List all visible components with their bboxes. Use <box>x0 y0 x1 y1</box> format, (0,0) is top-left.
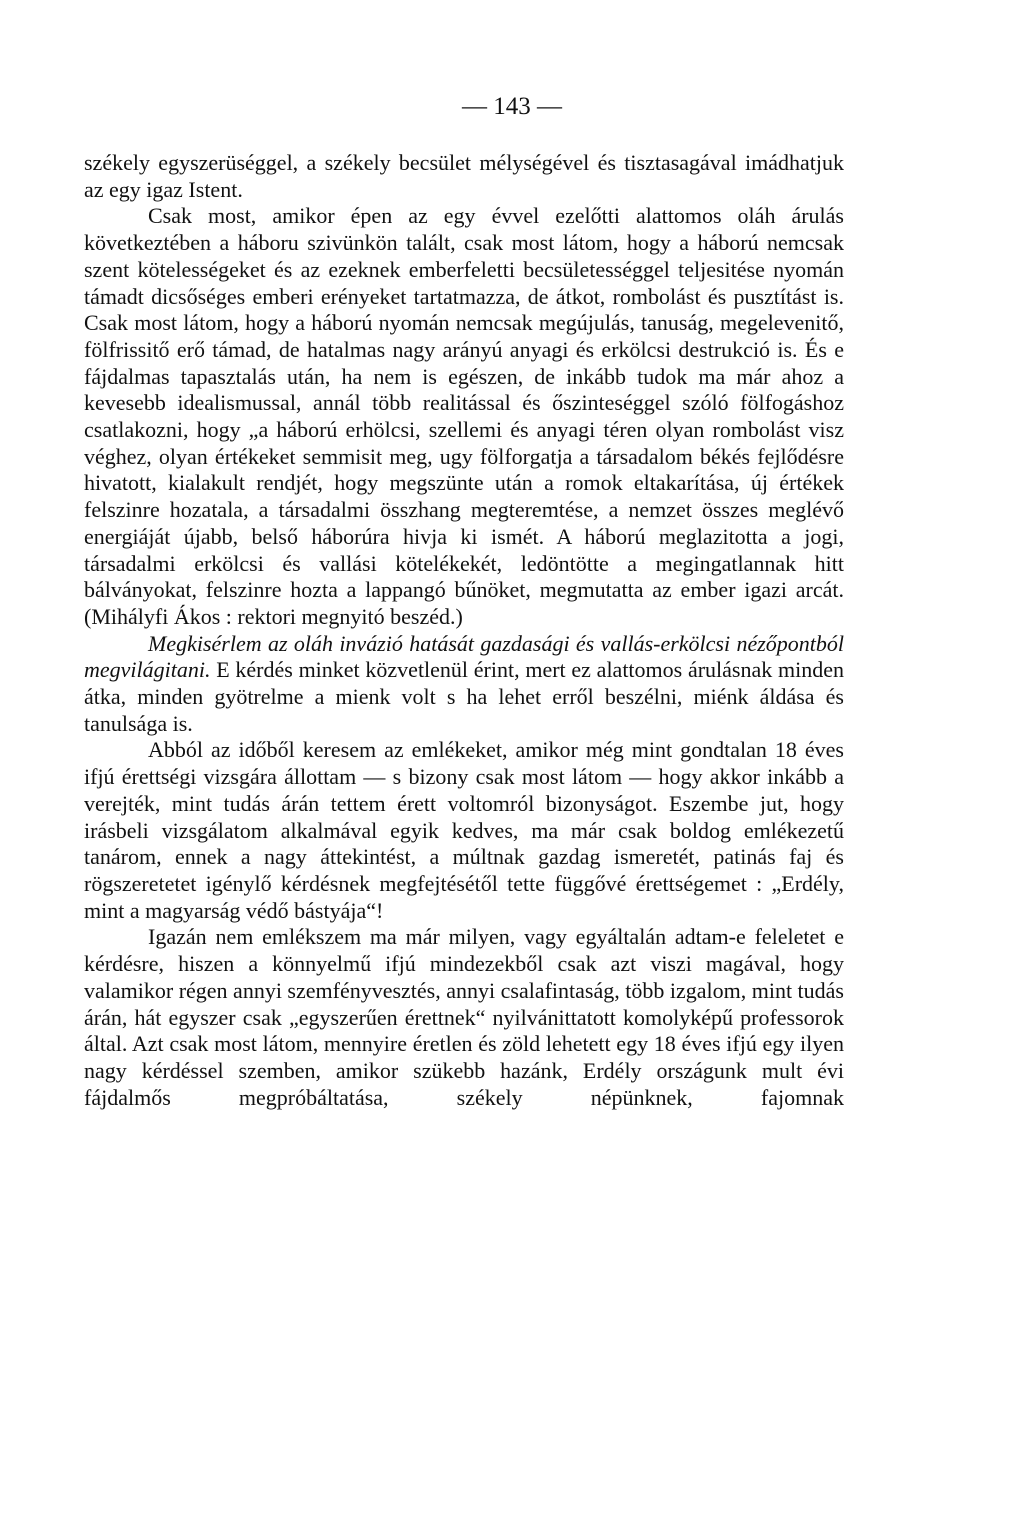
paragraph-4: Abból az időből keresem az emlékeket, amikor még mint gondtalan 18 éves ifjú érettségi vizsgára állottam — s bizony csak most látom — hogy akkor inkább a verejték, mint tudás árán tettem érett voltomról bizonyságot. Eszembe jut, hogy irásbeli vizsgálatom alkalmával egyik kedves, ma már csak boldog emlékezetű tanárom, ennek a nagy áttekintést, a múltnak gazdag ismeretét, patinás faj és rögszeretetet igénylő kérdésnek megfejtésétől tette függővé érettségemet : „Erdély, mint a magyarság védő bástyája“! <box>84 737 844 923</box>
body-text <box>84 150 844 1111</box>
paragraph-3 <box>84 631 844 738</box>
paragraph-3-italic: Megkisérlem az oláh invázió hatását gazdasági és vallás-erkölcsi nézőpontból megvilágitani. <box>84 630 844 683</box>
paragraph-5: Igazán nem emlékszem ma már milyen, vagy egyáltalán adtam-e feleletet e kérdésre, hiszen a könnyelmű ifjú mindezekből csak azt viszi magával, hogy valamikor régen annyi szemfényvesztés, annyi csalafintaság, több izgalom, mint tudás árán, hát egyszer csak „egyszerűen érettnek“ nyilvánittatott komolyképű professorok által. Azt csak most látom, mennyire éretlen és zöld lehetett egy 18 éves ifjú egy ilyen nagy kérdéssel szemben, amikor szükebb hazánk, Erdély országunk mult évi fájdalmős megpróbáltatása, székely népünknek, fajomnak <box>84 924 844 1110</box>
paragraph-3-text: E kérdés minket közvetlenül érint, mert ez alattomos árulásnak minden átka, minden gyötrelme a mienk volt s ha lehet erről beszélni, miénk áldása és tanulsága is. <box>84 657 844 736</box>
page-number: — 143 — <box>462 93 562 120</box>
paragraph-2: Csak most, amikor épen az egy évvel ezelőtti alattomos oláh árulás következtében a háboru szivünkön talált, csak most látom, hogy a háború nemcsak szent kötelességeket és az ezeknek emberfeletti becsületességgel teljesitése nyomán támadt dicsőséges emberi erényeket tartatmazza, de átkot, rombolást és pusztítást is. Csak most látom, hogy a háború nyomán nemcsak megújulás, tanuság, megelevenitő, fölfrissitő erő támad, de hatalmas nagy arányú anyagi és erkölcsi destrukció is. És e fájdalmas tapasztalás után, ha nem is egészen, de inkább tudok ma már ahoz a kevesebb idealismussal, annál több realitással és őszinteséggel szóló fölfogáshoz csatlakozni, hogy „a háború erhölcsi, szellemi és anyagi téren olyan rombolást visz véghez, olyan értékeket semmisit meg, ugy fölforgatja a társadalom békés fejlődésre hivatott, kialakult rendjét, hogy megszünte után a romok eltakarítása, új értékek felszinre hozatala, a társadalmi összhang megteremtése, a nemzet összes meglévő energiáját újabb, belső háborúra hivja ki ismét. A háború meglazitotta a jogi, társadalmi erkölcsi és vallási kötelékekét, ledöntötte a megingatlannak hitt bálványokat, felszinre hozta a lappangó bűnöket, megmutatta az ember igazi arcát. (Mihályfi Ákos : rektori megnyitó beszéd.) <box>84 203 844 629</box>
paragraph-1: székely egyszerüséggel, a székely becsület mélységével és tisztasagával imádhatjuk az egy igaz Istent. <box>84 150 844 202</box>
